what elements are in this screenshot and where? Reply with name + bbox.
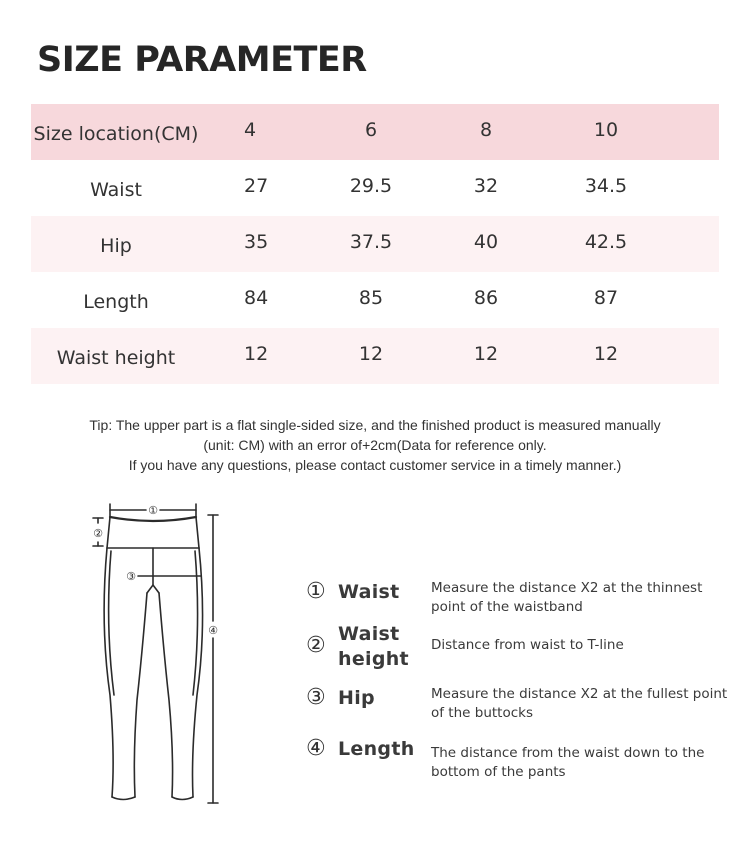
- table-cell: 29.5: [349, 175, 393, 197]
- marker-2: ②: [93, 527, 103, 540]
- table-cell: 84: [244, 287, 269, 309]
- table-row: [31, 216, 719, 272]
- table-cell: 40: [473, 231, 499, 253]
- table-header-row: [31, 104, 719, 160]
- row-label: Length: [83, 291, 149, 313]
- legend-desc: The distance from the waist down to the bottom of the pants: [431, 745, 705, 780]
- size-table: [31, 104, 719, 384]
- row-label: Hip: [100, 235, 132, 257]
- leggings-outline-icon: [80, 495, 240, 815]
- table-cell: 12: [473, 343, 499, 365]
- legend-desc: Measure the distance X2 at the thinnest point of the waistband: [431, 580, 703, 615]
- number-4-icon: ④: [306, 736, 326, 761]
- marker-1: ①: [148, 504, 158, 517]
- table-cell: 87: [593, 287, 619, 309]
- table-cell: 34.5: [584, 175, 628, 197]
- legend-name: Length: [338, 738, 415, 760]
- table-cell: 12: [593, 343, 619, 365]
- legend-name: Waist height: [338, 623, 409, 670]
- legend-desc: Distance from waist to T-line: [431, 637, 624, 653]
- row-label: Waist height: [56, 347, 176, 369]
- table-cell: 32: [473, 175, 499, 197]
- header-cell-size-6: 6: [364, 119, 378, 141]
- table-cell: 85: [358, 287, 384, 309]
- table-row: [31, 272, 719, 328]
- header-cell-size-10: 10: [593, 119, 619, 141]
- measurement-tip: [30, 415, 720, 475]
- legend-name: Waist: [338, 581, 400, 603]
- number-1-icon: ①: [306, 579, 326, 604]
- tip-line-3: If you have any questions, please contact customer service in a timely manner.): [128, 457, 622, 473]
- table-cell: 42.5: [584, 231, 628, 253]
- header-cell-size-8: 8: [479, 119, 493, 141]
- leggings-diagram: [80, 495, 240, 815]
- legend-name: Hip: [338, 687, 375, 709]
- table-cell: 86: [473, 287, 499, 309]
- header-cell-label: Size location(CM): [33, 123, 199, 145]
- table-cell: 37.5: [349, 231, 393, 253]
- tip-line-1: Tip: The upper part is a flat single-sided size, and the finished product is measured manually: [89, 417, 661, 433]
- table-cell: 12: [358, 343, 384, 365]
- page-title: SIZE PARAMETER: [37, 40, 367, 80]
- legend-desc: Measure the distance X2 at the fullest point of the buttocks: [431, 686, 728, 721]
- marker-4: ④: [208, 624, 218, 637]
- row-label: Waist: [90, 179, 142, 201]
- table-row: [31, 328, 719, 384]
- table-row: [31, 160, 719, 216]
- number-2-icon: ②: [306, 633, 326, 658]
- table-cell: 27: [244, 175, 269, 197]
- table-cell: 12: [244, 343, 269, 365]
- marker-3: ③: [126, 570, 136, 583]
- number-3-icon: ③: [306, 685, 326, 710]
- tip-line-2: (unit: CM) with an error of+2cm(Data for reference only.: [203, 437, 547, 453]
- header-cell-size-4: 4: [244, 119, 257, 141]
- table-cell: 35: [244, 231, 269, 253]
